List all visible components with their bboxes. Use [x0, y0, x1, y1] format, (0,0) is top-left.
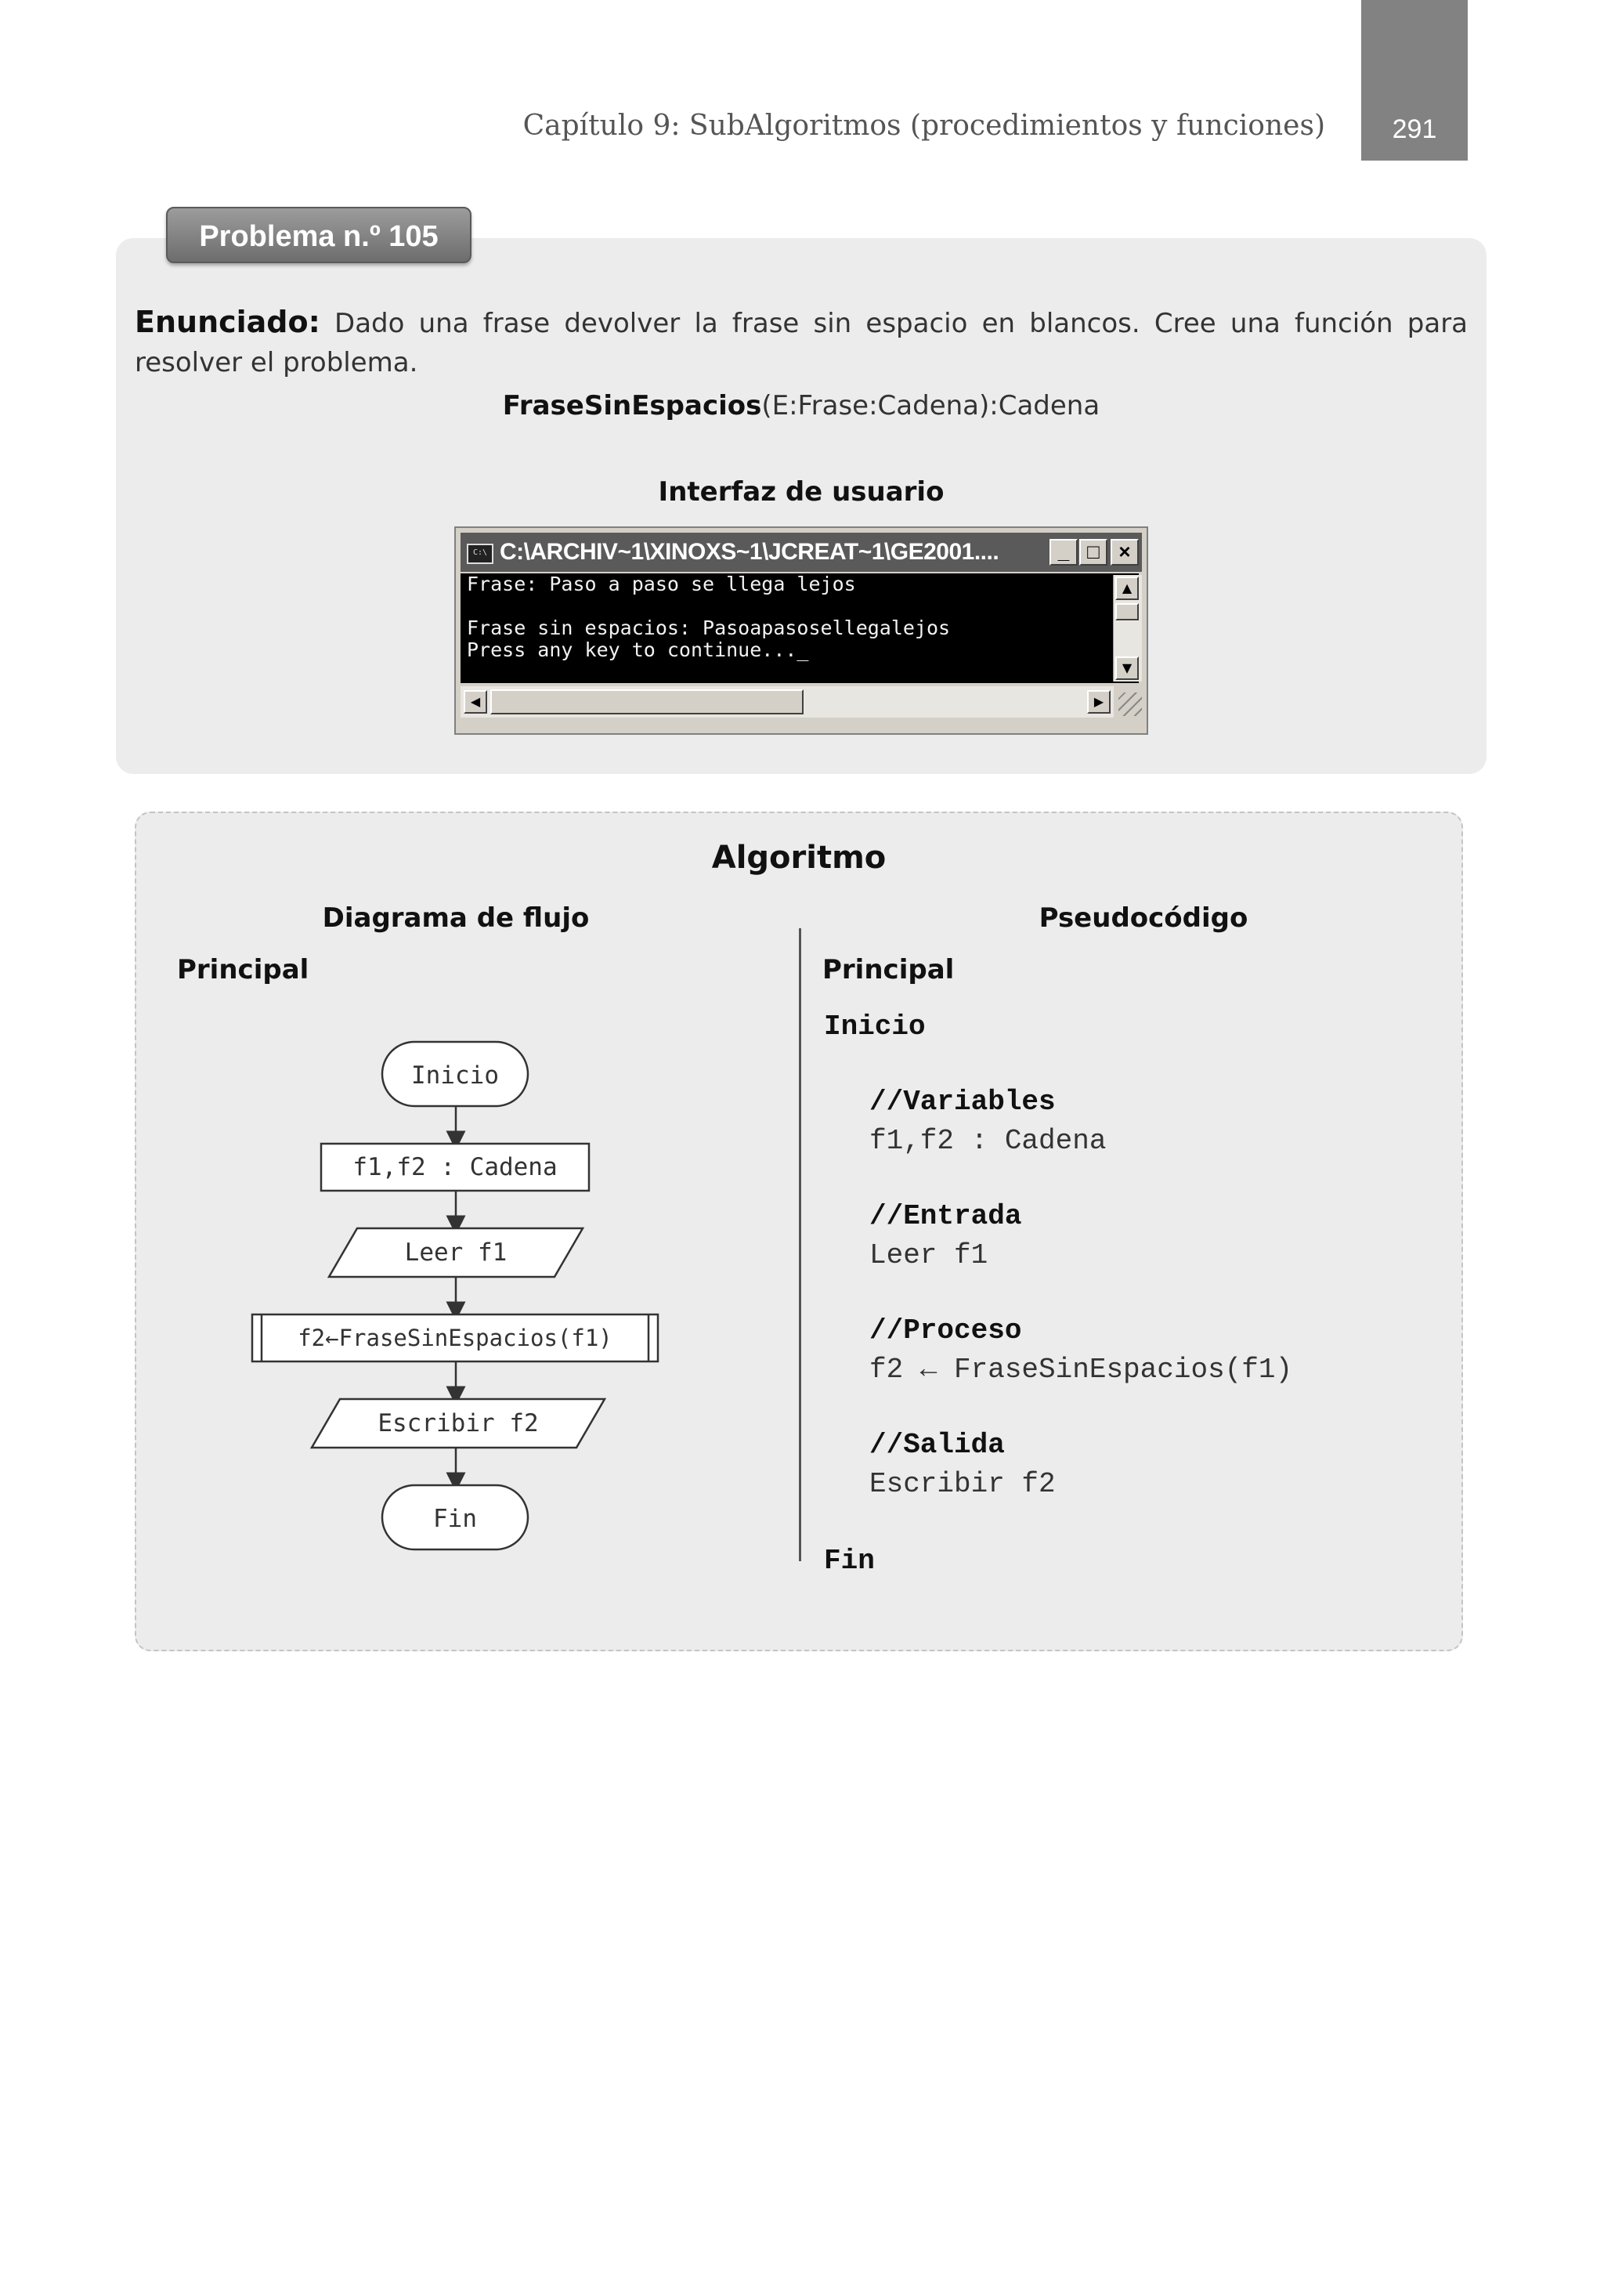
pseudo-process-line: f2 ← FraseSinEspacios(f1)	[869, 1354, 1293, 1386]
console-line: Frase: Paso a paso se llega lejos	[467, 573, 856, 595]
pseudo-vars-comment: //Variables	[869, 1086, 1056, 1118]
flow-end-text: Fin	[433, 1505, 477, 1533]
pseudo-vars-line: f1,f2 : Cadena	[869, 1125, 1107, 1157]
console-line: Frase sin espacios: Pasoapasosellegalejos	[467, 616, 951, 639]
chapter-header: Capítulo 9: SubAlgoritmos (procedimientos y funciones)	[522, 110, 1325, 142]
pseudo-output-comment: //Salida	[869, 1429, 1005, 1461]
pseudo-output-line: Escribir f2	[869, 1468, 1056, 1500]
pseudo-process-comment: //Proceso	[869, 1314, 1022, 1347]
pseudocode-title: Pseudocódigo	[1039, 902, 1248, 934]
flowchart-section-label: Principal	[177, 954, 309, 985]
flow-output-text: Escribir f2	[378, 1409, 539, 1437]
pseudo-input-comment: //Entrada	[869, 1200, 1022, 1232]
statement-label: Enunciado:	[135, 305, 320, 339]
statement-text: Dado una frase devolver la frase sin espacio en blancos. Cree una función para resolver el problema.	[135, 308, 1469, 378]
pseudo-end: Fin	[824, 1545, 875, 1577]
algorithm-title: Algoritmo	[711, 840, 887, 876]
scroll-left-icon[interactable]: ◀	[464, 690, 487, 714]
flow-declare-text: f1,f2 : Cadena	[352, 1153, 558, 1181]
console-icon: C:\	[467, 544, 493, 564]
minimize-button[interactable]: _	[1049, 539, 1078, 566]
ui-title: Interfaz de usuario	[658, 476, 945, 508]
maximize-button[interactable]: □	[1079, 539, 1107, 566]
flow-process-text: f2←FraseSinEspacios(f1)	[298, 1325, 612, 1351]
problem-badge: Problema n.º 105	[166, 207, 471, 263]
console-title: C:\ARCHIV~1\XINOXS~1\JCREAT~1\GE2001....	[500, 539, 999, 565]
scroll-up-icon[interactable]: ▲	[1115, 577, 1139, 600]
pseudo-start: Inicio	[824, 1011, 926, 1043]
flow-input-text: Leer f1	[404, 1238, 508, 1267]
flow-start-text: Inicio	[411, 1061, 499, 1090]
pseudocode-section-label: Principal	[822, 954, 955, 985]
scroll-right-icon[interactable]: ▶	[1087, 690, 1111, 714]
pseudo-input-line: Leer f1	[869, 1239, 988, 1271]
console-line: Press any key to continue..._	[467, 638, 809, 661]
page-number: 291	[1392, 114, 1437, 144]
scroll-down-icon[interactable]: ▼	[1115, 656, 1139, 680]
function-name: FraseSinEspacios	[502, 390, 762, 421]
close-button[interactable]: ×	[1111, 539, 1139, 566]
flowchart-title: Diagrama de flujo	[322, 902, 590, 934]
function-params: (E:Frase:Cadena):Cadena	[761, 390, 1100, 421]
